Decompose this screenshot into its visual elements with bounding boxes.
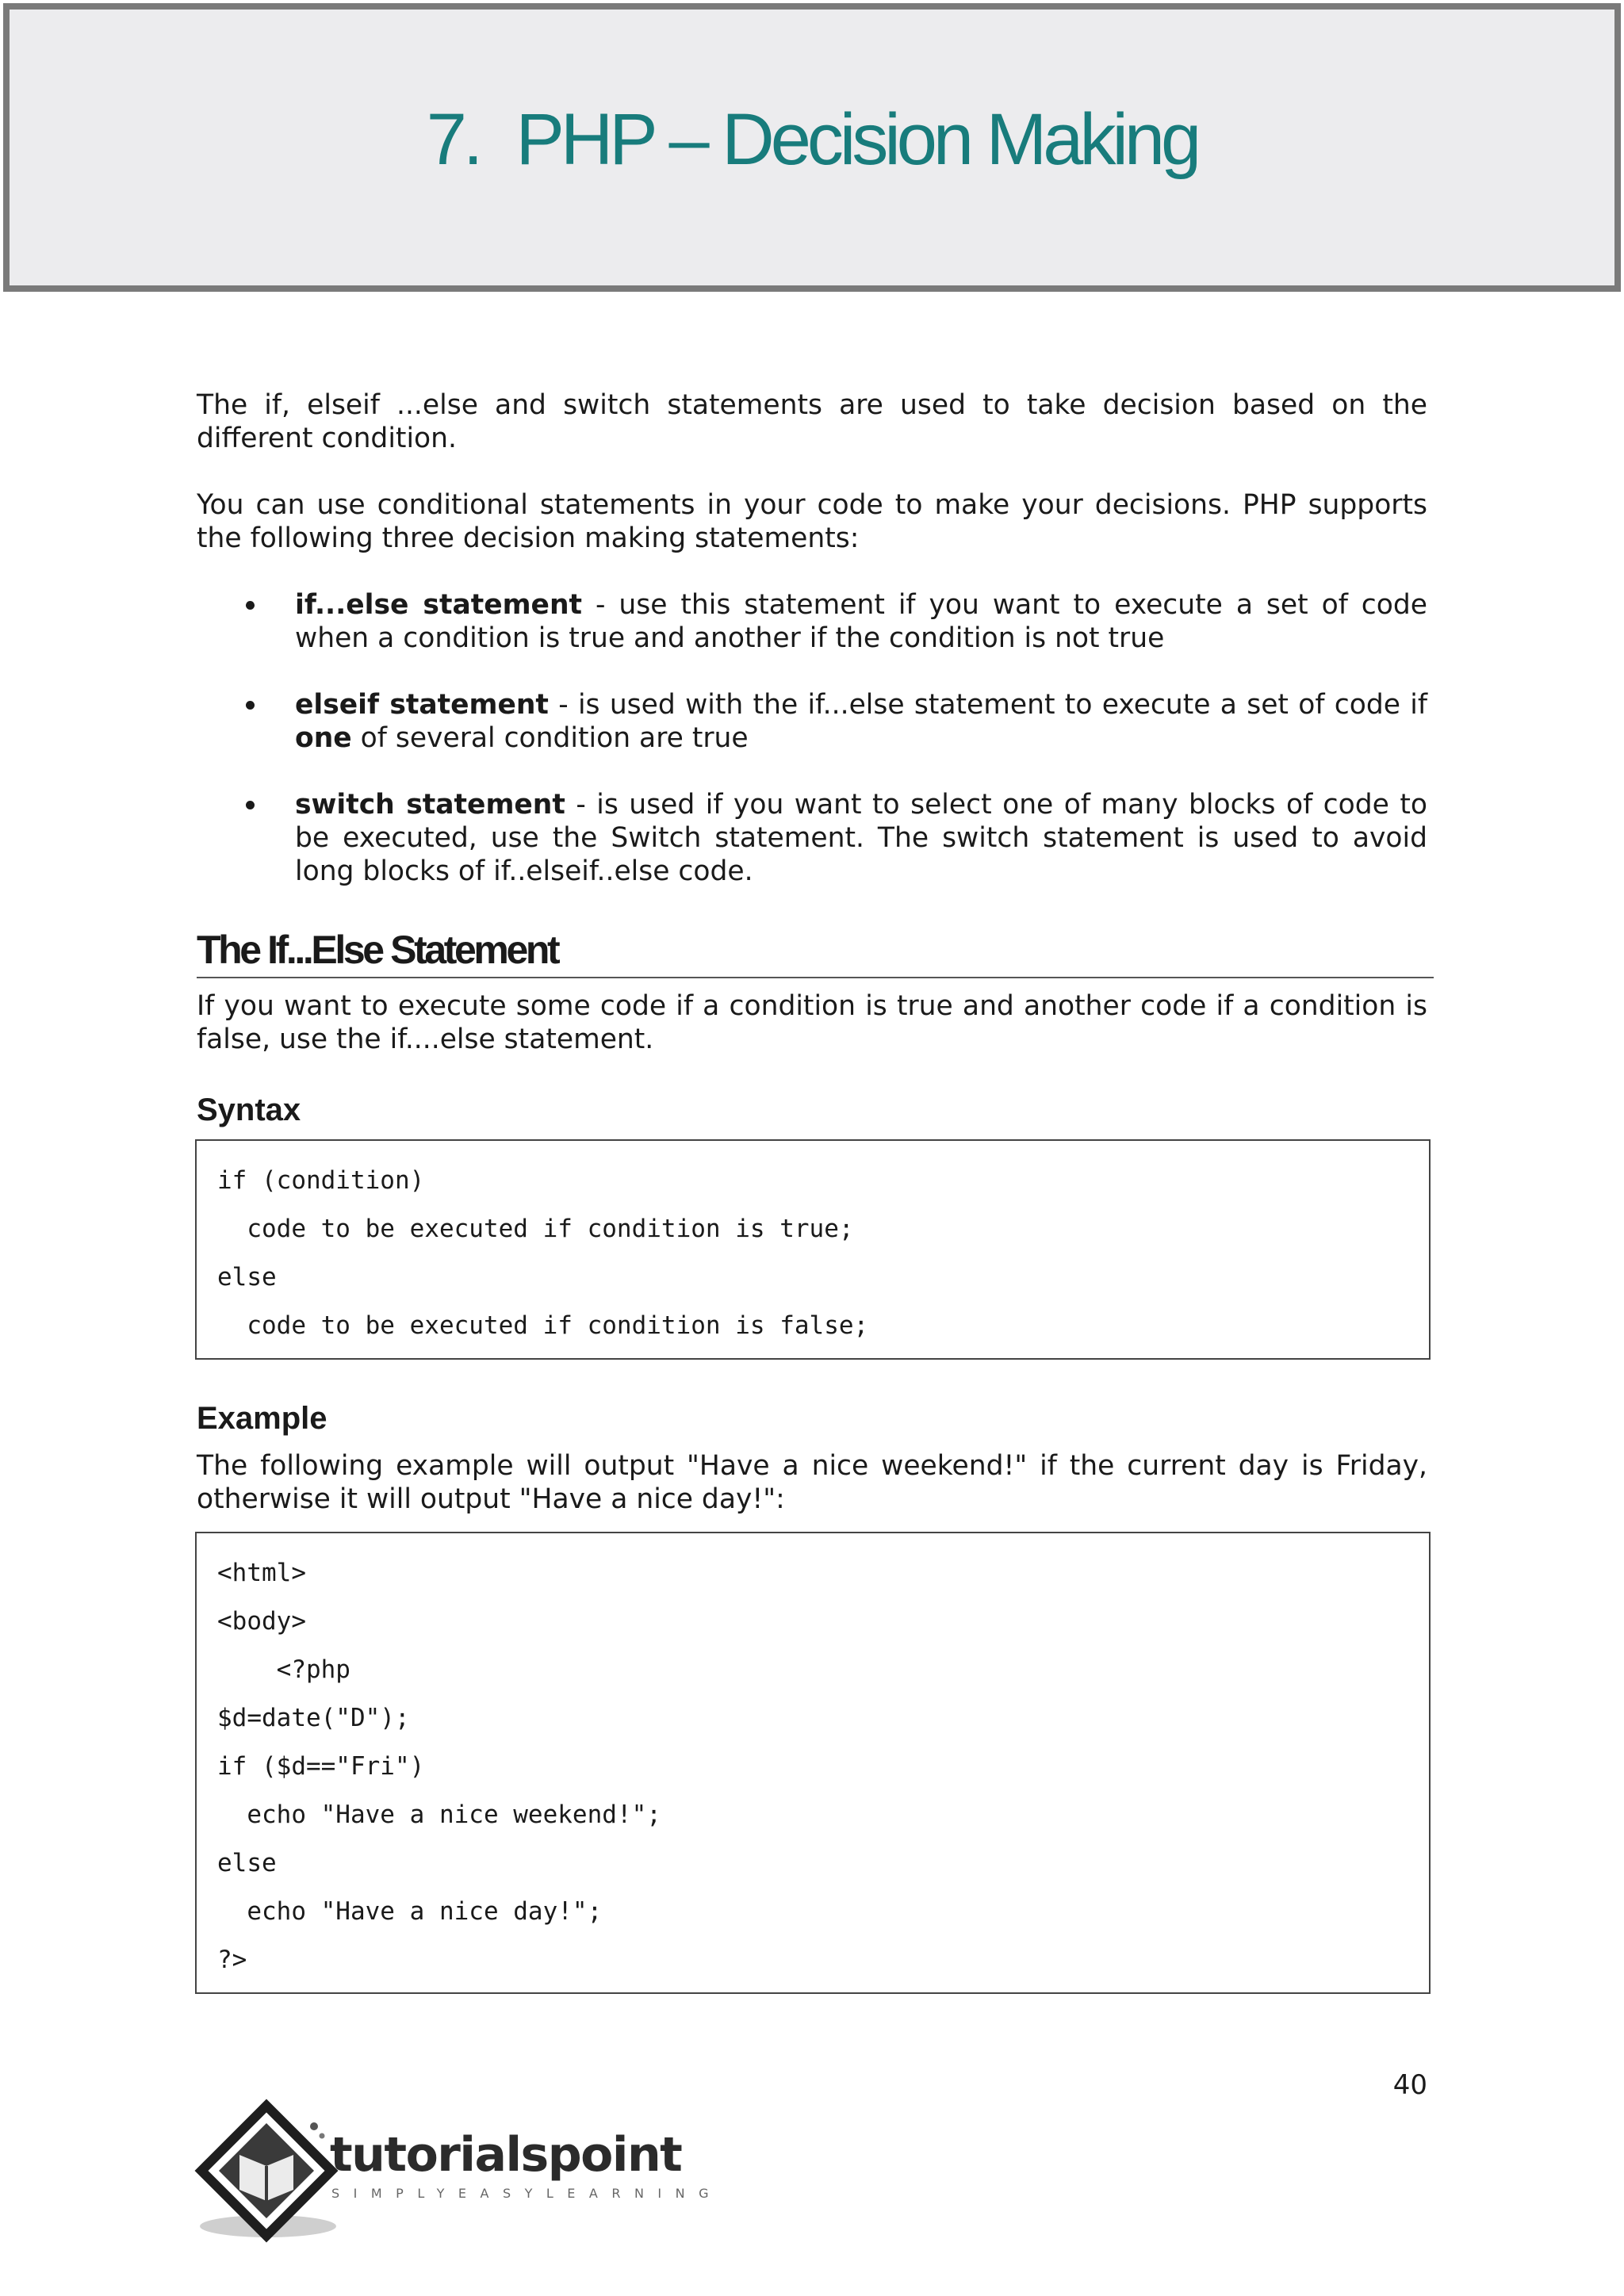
list-item xyxy=(197,588,1427,655)
page-content xyxy=(197,388,1427,1994)
example-description: The following example will output "Have a nice weekend!" if the current day is Friday, otherwise it will output "Have a nice day!": xyxy=(197,1450,1427,1515)
bullet-text: - use this statement if you want to execute a set of code when a condition is true and another if the condition is not true xyxy=(295,589,1427,654)
code-line: <body> xyxy=(217,1607,306,1636)
code-line: else xyxy=(217,1263,277,1292)
logo-tagline: SIMPLYEASYLEARNING xyxy=(331,2186,723,2201)
chapter-banner xyxy=(3,3,1621,292)
decision-statements-list xyxy=(197,588,1427,888)
code-line: if (condition) xyxy=(217,1166,425,1195)
intro-paragraph-2: You can use conditional statements in your code to make your decisions. PHP supports the following three decision making statements: xyxy=(197,489,1427,554)
syntax-code-block xyxy=(195,1139,1431,1360)
code-line: echo "Have a nice day!"; xyxy=(217,1897,603,1926)
code-line: code to be executed if condition is false; xyxy=(217,1311,869,1340)
code-line: $d=date("D"); xyxy=(217,1704,410,1732)
code-line: code to be executed if condition is true; xyxy=(217,1215,854,1243)
code-line: <html> xyxy=(217,1559,306,1587)
page-number: 40 xyxy=(1392,2069,1427,2101)
code-line: if ($d=="Fri") xyxy=(217,1752,425,1781)
bullet-text: - is used with the if...else statement to execute a set of code if xyxy=(548,689,1428,721)
code-line: echo "Have a nice weekend!"; xyxy=(217,1800,661,1829)
bullet-emphasis: one xyxy=(295,722,352,754)
logo-wordmark: tutorialspoint xyxy=(330,2127,682,2183)
bullet-text-end: of several condition are true xyxy=(351,722,749,754)
chapter-title xyxy=(10,98,1614,182)
bullet-icon xyxy=(246,801,255,809)
bullet-icon xyxy=(246,601,255,610)
intro-paragraph-1: The if, elseif ...else and switch statements are used to take decision based on the different condition. xyxy=(197,389,1427,454)
section-description: If you want to execute some code if a condition is true and another code if a condition is false, use the if....else statement. xyxy=(197,990,1427,1055)
bullet-icon xyxy=(246,701,255,710)
list-item xyxy=(197,688,1427,755)
example-code-block xyxy=(195,1532,1431,1994)
bullet-term: switch statement xyxy=(295,789,565,821)
chapter-title-text: PHP – Decision Making xyxy=(515,99,1198,180)
code-line: <?php xyxy=(217,1655,350,1684)
code-line: else xyxy=(217,1849,277,1877)
bullet-term: elseif statement xyxy=(295,689,549,721)
bullet-text: - is used if you want to select one of many blocks of code to be executed, use the Switch statement. The switch statement is used to avoid long blocks of if..elseif..else code. xyxy=(295,789,1427,887)
example-heading: Example xyxy=(197,1401,327,1436)
chapter-number: 7. xyxy=(426,99,480,180)
tutorialspoint-logo xyxy=(195,2099,723,2242)
section-heading: The If...Else Statement xyxy=(197,928,1434,978)
bullet-term: if...else statement xyxy=(295,589,583,621)
code-line: ?> xyxy=(217,1946,247,1974)
syntax-heading: Syntax xyxy=(197,1093,301,1127)
list-item xyxy=(197,788,1427,888)
